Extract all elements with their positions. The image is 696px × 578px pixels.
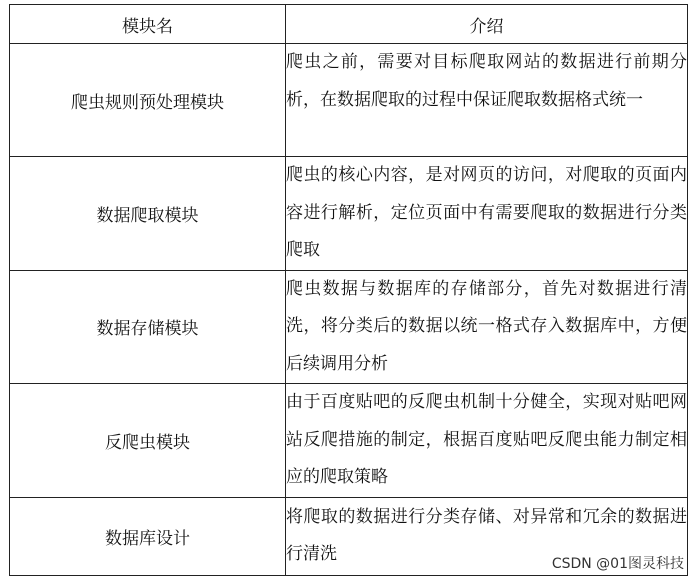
- module-description-cell: 爬虫数据与数据库的存储部分，首先对数据进行清洗，将分类后的数据以统一格式存入数据库中，方便后续调用分析: [286, 270, 688, 384]
- module-table: [9, 4, 688, 576]
- module-description-cell: 将爬取的数据进行分类存储、对异常和冗余的数据进行清洗: [286, 497, 688, 575]
- module-name-cell: 数据存储模块: [10, 270, 286, 384]
- module-name-cell: 数据爬取模块: [10, 157, 286, 271]
- module-name-cell: 爬虫规则预处理模块: [10, 44, 286, 157]
- module-description-cell: 爬虫的核心内容，是对网页的访问，对爬取的页面内容进行解析，定位页面中有需要爬取的数据进行分类爬取: [286, 157, 688, 271]
- table-row: [10, 384, 688, 498]
- module-description-cell: 爬虫之前，需要对目标爬取网站的数据进行前期分析，在数据爬取的过程中保证爬取数据格式统一: [286, 44, 688, 157]
- table-row: [10, 44, 688, 157]
- module-name-cell: 数据库设计: [10, 497, 286, 575]
- table-row: [10, 270, 688, 384]
- module-description-cell: 由于百度贴吧的反爬虫机制十分健全，实现对贴吧网站反爬措施的制定，根据百度贴吧反爬虫能力制定相应的爬取策略: [286, 384, 688, 498]
- table-row: [10, 157, 688, 271]
- header-module-name: 模块名: [10, 5, 286, 44]
- module-name-cell: 反爬虫模块: [10, 384, 286, 498]
- header-introduction: 介绍: [286, 5, 688, 44]
- csdn-watermark: CSDN @01图灵科技: [551, 556, 684, 572]
- table-header-row: [10, 5, 688, 44]
